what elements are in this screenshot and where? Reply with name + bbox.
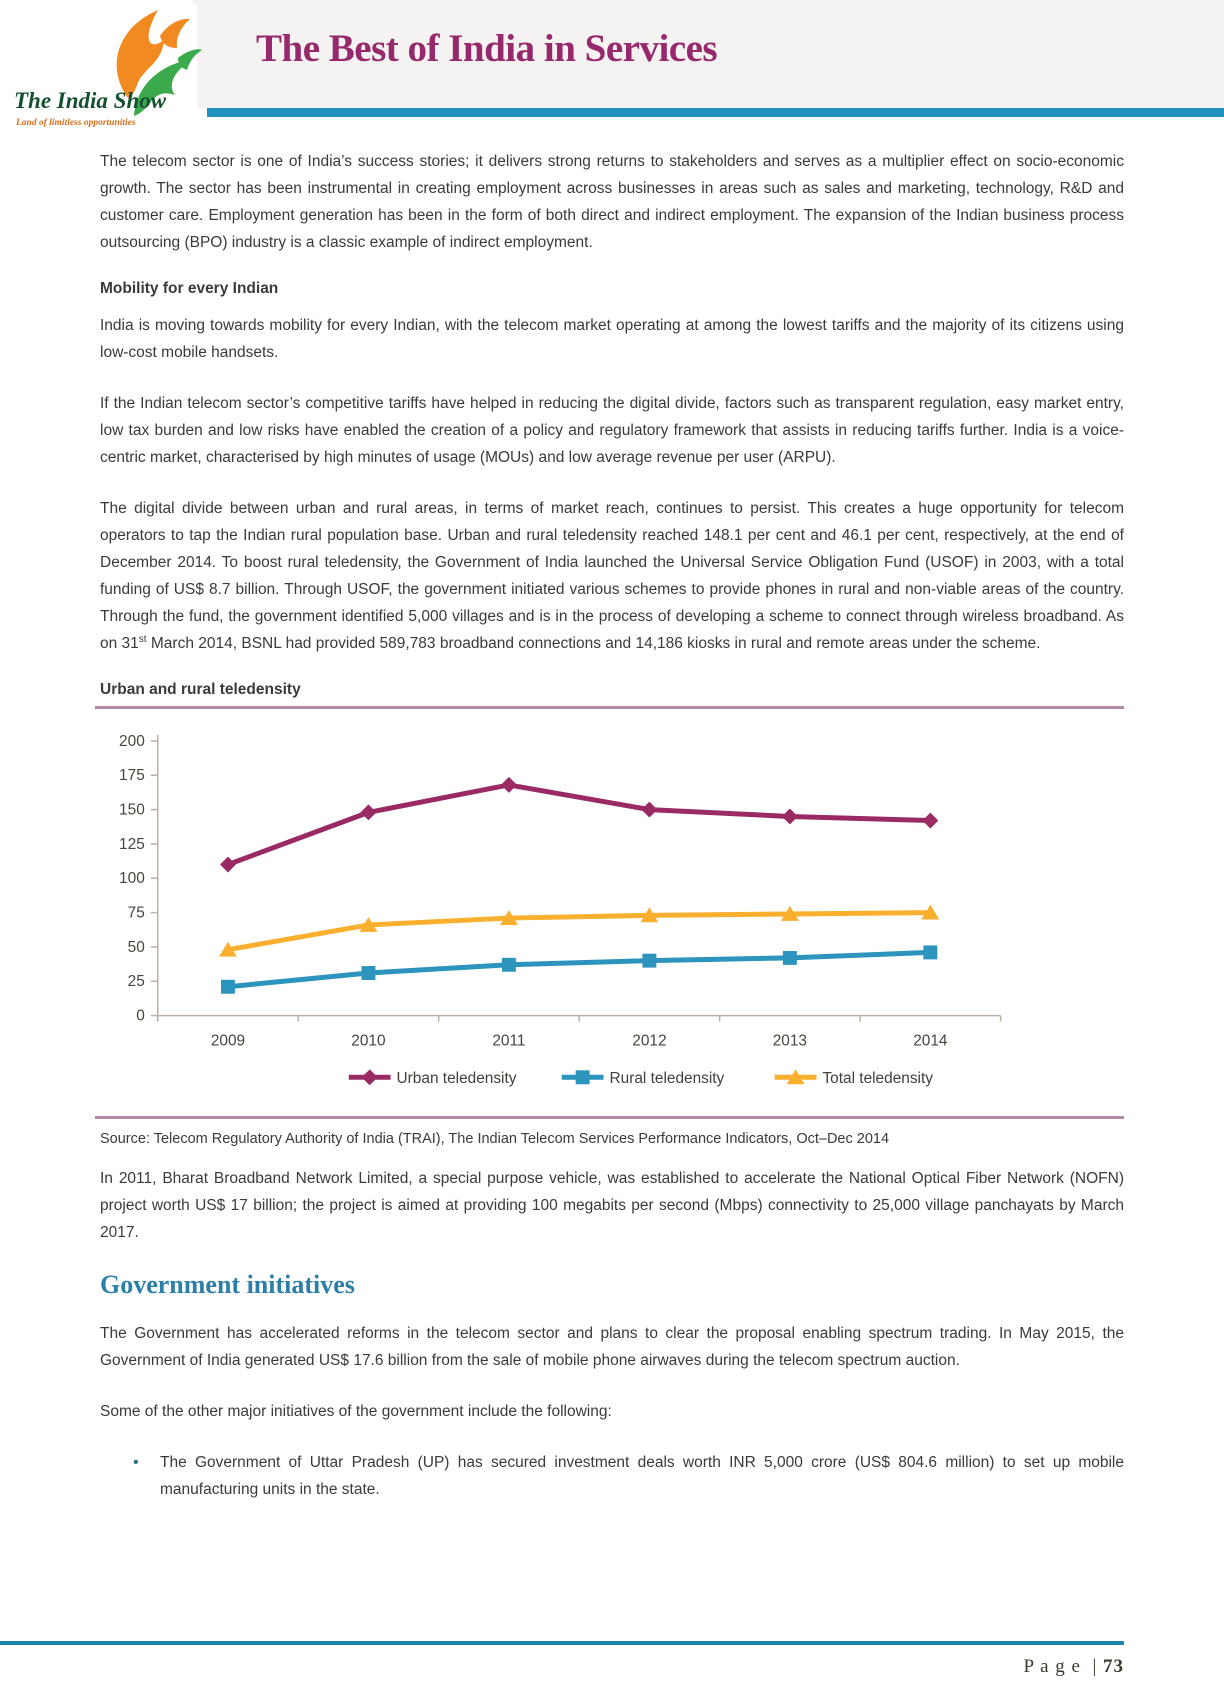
legend-label: Total teledensity bbox=[822, 1069, 933, 1087]
legend-label: Rural teledensity bbox=[609, 1069, 725, 1087]
bullet-icon: • bbox=[133, 1454, 139, 1472]
series-line bbox=[228, 913, 930, 950]
paragraph-bbnl: In 2011, Bharat Broadband Network Limited, a special purpose vehicle, was established to accelerate the National Optical Fiber Network (NOFN) project worth US$ 17 billion; the project is aimed at providing 100 megabits per second (Mbps) connectivity to 25,000 village panchayats by March 2017. bbox=[100, 1170, 1124, 1242]
teledensity-chart-svg bbox=[100, 727, 1124, 1100]
legend-label: Urban teledensity bbox=[396, 1069, 517, 1087]
paragraph-tariffs: If the Indian telecom sector’s competitive tariffs have helped in reducing the digital divide, factors such as transparent regulation, easy market entry, low tax burden and low risks have enabled the creation of a policy and regulatory framework that assists in reducing tariffs further. India is a voice-centric market, characterised by high minutes of usage (MOUs) and low average revenue per user (ARPU). bbox=[100, 395, 1124, 466]
page-title: The Best of India in Services bbox=[256, 27, 718, 70]
digital-divide-text-cont: March 2014, BSNL had provided 589,783 broadband connections and 14,186 kiosks in rural and remote areas under the scheme. bbox=[146, 635, 1041, 652]
data-point-marker bbox=[360, 804, 376, 820]
footer-accent-bar bbox=[0, 1641, 1124, 1645]
page-number-value: 73 bbox=[1103, 1656, 1124, 1677]
y-axis-tick-label: 75 bbox=[127, 904, 145, 922]
logo-tagline: Land of limitless opportunities bbox=[16, 118, 136, 128]
paragraph-spectrum: The Government has accelerated reforms in the telecom sector and plans to clear the proposal enabling spectrum trading. In May 2015, the Government of India generated US$ 17.6 billion from the sale of mobile phone airwaves during the telecom spectrum auction. bbox=[100, 1325, 1124, 1370]
data-point-marker bbox=[501, 777, 517, 793]
header-accent-bar bbox=[207, 108, 1224, 117]
data-point-marker bbox=[220, 857, 236, 873]
divider-above-chart bbox=[95, 706, 1124, 709]
logo-name: The India Show bbox=[14, 88, 167, 113]
x-axis-tick-label: 2012 bbox=[632, 1032, 667, 1050]
y-axis-tick-label: 0 bbox=[136, 1007, 145, 1025]
data-point-marker bbox=[783, 951, 797, 965]
paragraph-initiatives-lead: Some of the other major initiatives of the government include the following: bbox=[100, 1403, 612, 1421]
x-axis-tick-label: 2009 bbox=[210, 1032, 246, 1050]
list-item bbox=[133, 1449, 1124, 1503]
paragraph-mobility: India is moving towards mobility for every Indian, with the telecom market operating at among the lowest tariffs and the majority of its citizens using low-cost mobile handsets. bbox=[100, 317, 1124, 361]
y-axis-tick-label: 100 bbox=[119, 870, 145, 888]
page-number-separator: | bbox=[1092, 1656, 1098, 1677]
y-axis-tick-label: 150 bbox=[119, 801, 145, 819]
x-axis-tick-label: 2014 bbox=[913, 1032, 948, 1050]
page-word: P a g e bbox=[1023, 1656, 1081, 1677]
series-line bbox=[228, 785, 930, 865]
x-axis-tick-label: 2011 bbox=[492, 1032, 526, 1050]
x-axis-tick-label: 2010 bbox=[351, 1032, 386, 1050]
paragraph-telecom-intro: The telecom sector is one of India’s success stories; it delivers strong returns to stakeholders and serves as a multiplier effect on socio-economic growth. The sector has been instrumental in creating employment across businesses in areas such as sales and marketing, technology, R&D and customer care. Employment generation has been in the form of both direct and indirect employment. The expansion of the Indian business process outsourcing (BPO) industry is a classic example of indirect employment. bbox=[100, 153, 1124, 251]
x-axis-tick-label: 2013 bbox=[772, 1032, 808, 1050]
divider-below-chart bbox=[95, 1116, 1124, 1119]
initiatives-list bbox=[100, 1449, 1124, 1503]
chart-source-note: Source: Telecom Regulatory Authority of India (TRAI), The Indian Telecom Services Performance Indicators, Oct–Dec 2014 bbox=[100, 1131, 890, 1148]
data-point-marker bbox=[502, 958, 516, 972]
page-content bbox=[100, 148, 1124, 1503]
data-point-marker bbox=[923, 945, 937, 959]
data-point-marker bbox=[641, 802, 657, 818]
data-point-marker bbox=[642, 954, 656, 968]
page-number bbox=[1023, 1656, 1124, 1678]
data-point-marker bbox=[361, 966, 375, 980]
y-axis-tick-label: 200 bbox=[119, 732, 145, 750]
series-line bbox=[228, 952, 930, 986]
heading-government-initiatives: Government initiatives bbox=[100, 1270, 355, 1300]
chart-heading: Urban and rural teledensity bbox=[100, 681, 301, 698]
data-point-marker bbox=[782, 809, 798, 825]
teledensity-chart bbox=[100, 727, 1124, 1100]
data-point-marker bbox=[922, 813, 938, 829]
y-axis-tick-label: 25 bbox=[127, 973, 145, 991]
legend-marker bbox=[576, 1070, 590, 1084]
heading-mobility: Mobility for every Indian bbox=[100, 280, 279, 297]
legend-marker bbox=[362, 1069, 378, 1085]
ordinal-superscript: st bbox=[138, 633, 147, 645]
list-item-text: The Government of Uttar Pradesh (UP) has secured investment deals worth INR 5,000 crore (US$ 804.6 million) to set up mobile manufacturing units in the state. bbox=[160, 1454, 1124, 1499]
digital-divide-text: The digital divide between urban and rural areas, in terms of market reach, continues to persist. This creates a huge opportunity for telecom operators to tap the Indian rural population base. Urban and rural teledensity reached 148.1 per cent and 46.1 per cent, respectively, at the end of December 2014. To boost rural teledensity, the Government of India launched the Universal Service Obligation Fund (USOF) in 2003, with a total funding of US$ 8.7 billion. Through USOF, the government initiated various schemes to provide phones in rural and non-viable areas of the country. Through the fund, the government identified 5,000 villages and is in the process of developing a scheme to connect through wireless broadband. As on 31 bbox=[100, 500, 1124, 652]
india-show-logo bbox=[12, 4, 197, 134]
paragraph-digital-divide bbox=[100, 495, 1124, 657]
data-point-marker bbox=[221, 980, 235, 994]
y-axis-tick-label: 125 bbox=[119, 835, 145, 853]
y-axis-tick-label: 50 bbox=[127, 938, 145, 956]
y-axis-tick-label: 175 bbox=[119, 767, 145, 785]
